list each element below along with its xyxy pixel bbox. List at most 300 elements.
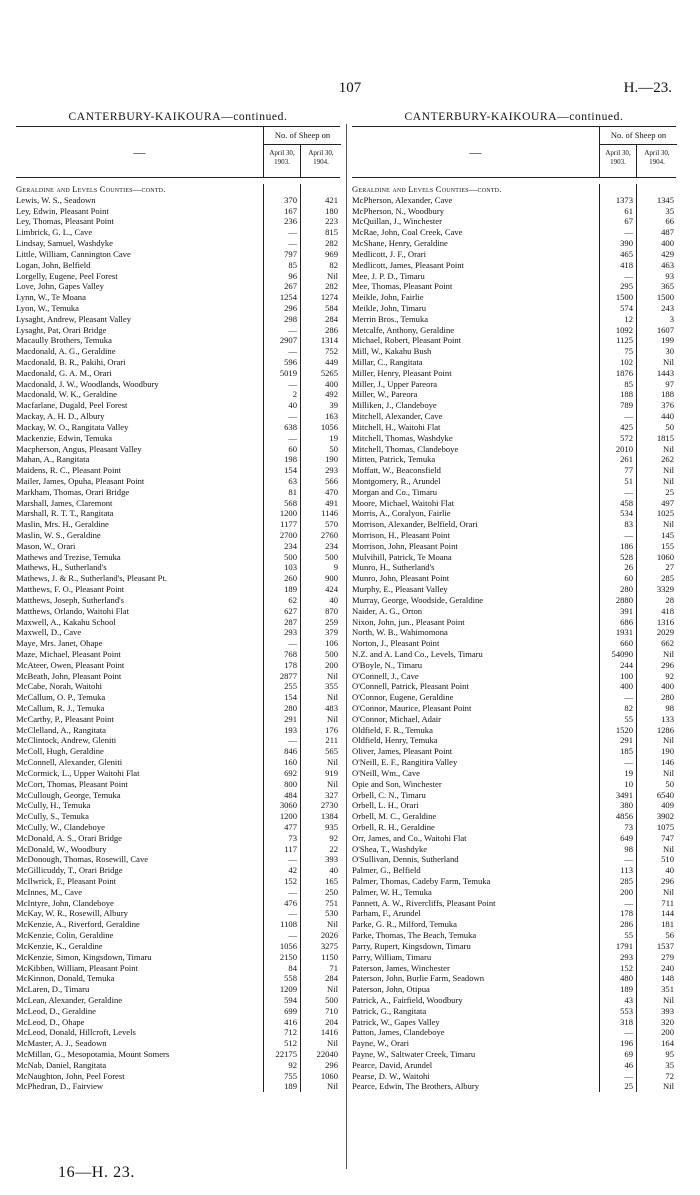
owner-name: Payne, W., Orari [352, 1038, 410, 1049]
owner-name: Maidens, R. C., Pleasant Point [16, 465, 122, 476]
table-row [16, 714, 340, 725]
owner-name: McCabe, Norah, Waitohi [16, 681, 103, 692]
table-row [352, 335, 676, 346]
owner-name: McLaren, D., Timaru [16, 984, 90, 995]
table-row [352, 660, 676, 671]
sheep-1903: 234 [263, 541, 301, 552]
table-row [352, 876, 676, 887]
owner-name: Mulvihill, Patrick, Te Moana [352, 551, 452, 562]
table-row [16, 746, 340, 757]
table-row [352, 822, 676, 833]
sheep-1903: 189 [263, 584, 301, 595]
sheep-1903: 60 [599, 573, 637, 584]
owner-name: Lynn, W., Te Moana [16, 292, 86, 303]
left-table-header [16, 126, 340, 178]
sheep-1904: 284 [325, 973, 338, 984]
owner-name: Miller, W., Pareora [352, 389, 418, 400]
sheep-1904: 56 [665, 930, 674, 941]
owner-name: McCormick, L., Upper Waitohi Flat [16, 767, 140, 778]
sheep-1904: Nil [327, 919, 338, 930]
sheep-1903: — [263, 227, 301, 238]
owner-name: McPherson, Alexander, Cave [352, 194, 453, 205]
table-row [16, 584, 340, 595]
table-row [16, 973, 340, 984]
owner-name: Macdonald, A. G., Geraldine [16, 346, 116, 357]
sheep-1904: 870 [325, 605, 338, 616]
sheep-1904: 92 [329, 832, 338, 843]
table-row [16, 444, 340, 455]
table-row [16, 271, 340, 282]
table-row [352, 519, 676, 530]
sheep-1903: 4856 [599, 811, 637, 822]
table-row [16, 206, 340, 217]
sheep-1903: 81 [263, 487, 301, 498]
sheep-1903: 1500 [599, 292, 637, 303]
table-row [16, 1071, 340, 1082]
owner-name: McClintock, Andrew, Gleniti [16, 735, 117, 746]
sheep-1903: 2 [263, 389, 301, 400]
sheep-1903: 1931 [599, 627, 637, 638]
table-row [352, 768, 676, 779]
sheep-1903: 185 [599, 746, 637, 757]
sheep-1903: 1092 [599, 325, 637, 336]
sheep-1904: 93 [665, 270, 674, 281]
owner-name: McLeod, D., Geraldine [16, 1005, 96, 1016]
sheep-1903: 61 [599, 206, 637, 217]
owner-name: Morgan and Co., Timaru [352, 486, 438, 497]
sheep-1903: 73 [263, 833, 301, 844]
table-row [16, 703, 340, 714]
table-row [352, 833, 676, 844]
sheep-1904: 95 [665, 1049, 674, 1059]
sheep-1904: 421 [325, 194, 338, 205]
table-row [352, 919, 676, 930]
table-row [352, 606, 676, 617]
owner-name: Mitchell, Alexander, Cave [352, 411, 443, 422]
sheep-1903: 267 [263, 281, 301, 292]
sheep-1904: 483 [325, 703, 338, 713]
table-row [352, 1081, 676, 1092]
sheep-1903: — [263, 735, 301, 746]
sheep-1903: 55 [599, 930, 637, 941]
sheep-1904: 449 [325, 357, 338, 367]
sheep-1904: 510 [661, 854, 674, 865]
owner-name: Morris, A., Coralyon, Fairlie [352, 508, 451, 519]
sheep-1903: 789 [599, 400, 637, 411]
sheep-1903: — [263, 908, 301, 919]
owner-name: McShane, Henry, Geraldine [352, 238, 448, 249]
sheep-1903: 465 [599, 249, 637, 260]
owner-name: McCully, W., Clandeboye [16, 821, 105, 832]
sheep-1904: 19 [329, 432, 338, 443]
sheep-1904: 470 [325, 486, 338, 497]
sheep-1904: 155 [661, 540, 674, 551]
table-row [352, 963, 676, 974]
left-header-1903: April 30, 1903. [263, 145, 301, 177]
table-row [352, 1049, 676, 1060]
sheep-1904: 320 [661, 1016, 674, 1027]
sheep-1903: 98 [599, 844, 637, 855]
table-row [16, 476, 340, 487]
sheep-1903: 318 [599, 1017, 637, 1028]
sheep-1903: 286 [599, 919, 637, 930]
owner-name: McCort, Thomas, Pleasant Point [16, 778, 128, 789]
table-row [352, 206, 676, 217]
table-row [352, 562, 676, 573]
sheep-1904: 190 [325, 454, 338, 465]
sheep-1903: 2877 [263, 671, 301, 682]
sheep-1904: 279 [661, 951, 674, 962]
sheep-1904: 133 [661, 713, 674, 724]
sheep-1904: 296 [325, 1059, 338, 1070]
sheep-1904: 250 [325, 886, 338, 897]
sheep-1903: 1876 [599, 368, 637, 379]
owner-name: McKay, W. R., Rosewill, Albury [16, 908, 128, 919]
sheep-1904: Nil [327, 1038, 338, 1049]
owner-name: Macfarlane, Dugald, Peel Forest [16, 400, 128, 411]
table-row [16, 357, 340, 368]
owner-name: McRae, John, Coal Creek, Cave [352, 227, 463, 238]
sheep-1904: 145 [661, 530, 674, 540]
sheep-1903: 152 [263, 876, 301, 887]
sheep-1904: 243 [661, 302, 674, 313]
table-row [16, 649, 340, 660]
table-row [16, 757, 340, 768]
table-row [352, 854, 676, 865]
owner-name: Moore, Michael, Waitohi Flat [352, 497, 455, 508]
sheep-1904: 463 [661, 259, 674, 270]
sheep-1903: 512 [263, 1038, 301, 1049]
owner-name: Oldfield, Henry, Temuka [352, 735, 438, 746]
sheep-1903: — [599, 530, 637, 541]
owner-name: Miller, Henry, Pleasant Point [352, 367, 452, 378]
sheep-1903: 75 [599, 346, 637, 357]
sheep-1904: Nil [327, 692, 338, 703]
sheep-1903: 43 [599, 995, 637, 1006]
sheep-1904: 1056 [320, 421, 338, 432]
owner-name: Mitchell, Thomas, Washdyke [352, 432, 453, 443]
sheep-1904: 1075 [656, 821, 674, 832]
sheep-1903: 296 [263, 303, 301, 314]
sheep-1903: 418 [599, 260, 637, 271]
table-row [352, 465, 676, 476]
table-row [352, 271, 676, 282]
table-row [16, 368, 340, 379]
sheep-1903: — [263, 346, 301, 357]
table-row [352, 508, 676, 519]
sheep-1904: 296 [661, 876, 674, 886]
owner-name: Mailer, James, Opuha, Pleasant Point [16, 475, 145, 486]
owner-name: Moffatt, W., Beaconsfield [352, 465, 441, 476]
sheep-1903: — [263, 854, 301, 865]
sheep-1903: 2880 [599, 595, 637, 606]
sheep-1903: 154 [263, 692, 301, 703]
owner-name: McKenzie, Simon, Kingsdown, Timaru [16, 951, 152, 962]
sheep-1903: 160 [263, 757, 301, 768]
table-row [16, 692, 340, 703]
sheep-1903: 476 [263, 898, 301, 909]
sheep-1903: 193 [263, 725, 301, 736]
table-row [16, 768, 340, 779]
sheep-1903: 92 [263, 1060, 301, 1071]
owner-name: Orbell, M. C., Geraldine [352, 811, 437, 822]
sheep-1903: 295 [599, 281, 637, 292]
sheep-1903: 293 [599, 952, 637, 963]
sheep-1903: 1056 [263, 941, 301, 952]
sheep-1903: 113 [599, 865, 637, 876]
table-row [16, 844, 340, 855]
owner-name: Maye, Mrs. Janet, Ohape [16, 638, 103, 649]
table-row [352, 779, 676, 790]
table-row [16, 314, 340, 325]
owner-name: Macdonald, G. A. M., Orari [16, 367, 112, 378]
table-row [16, 249, 340, 260]
owner-name: Parham, F., Arundel [352, 908, 421, 919]
sheep-1904: 293 [325, 465, 338, 476]
sheep-1904: 919 [325, 767, 338, 778]
table-row [16, 984, 340, 995]
owner-name: Maxwell, D., Cave [16, 627, 82, 638]
sheep-1904: 1146 [321, 508, 338, 519]
sheep-1904: 190 [661, 746, 674, 757]
table-row [352, 800, 676, 811]
sheep-1904: 284 [325, 313, 338, 324]
table-row [16, 1060, 340, 1071]
owner-name: Mahan, A., Rangitata [16, 454, 90, 465]
sheep-1903: 1373 [599, 195, 637, 206]
sheep-1903: 73 [599, 822, 637, 833]
owner-name: Oliver, James, Pleasant Point [352, 746, 453, 757]
table-row [352, 400, 676, 411]
sheep-1904: 40 [665, 865, 674, 876]
sheep-1904: 35 [665, 205, 674, 216]
sheep-1903: 797 [263, 249, 301, 260]
table-row [16, 1049, 340, 1060]
sheep-1904: 1025 [656, 508, 674, 519]
owner-name: Mackay, A. H. D., Albury [16, 411, 105, 422]
sheep-1903: — [263, 930, 301, 941]
sheep-1903: 285 [599, 876, 637, 887]
table-row [16, 303, 340, 314]
sheep-1903: 85 [263, 260, 301, 271]
table-row [16, 1081, 340, 1092]
sheep-1904: 747 [661, 832, 674, 843]
sheep-1904: 50 [665, 778, 674, 789]
table-row [352, 1017, 676, 1028]
table-row [16, 1038, 340, 1049]
sheep-1903: 660 [599, 638, 637, 649]
sheep-1904: 259 [325, 616, 338, 627]
table-row [16, 995, 340, 1006]
table-row [352, 1006, 676, 1017]
owner-name: Lewis, W. S., Seadown [16, 194, 96, 205]
page-header [0, 80, 700, 100]
owner-name: Macdonald, B. R., Pakihi, Orari [16, 357, 126, 367]
sheep-1903: 67 [599, 216, 637, 227]
owner-name: Matthews, Orlando, Waitohi Flat [16, 605, 130, 616]
owner-name: O'Neill, Wm., Cave [352, 767, 420, 778]
sheep-1904: 3 [669, 313, 674, 324]
owner-name: Mill, W., Kakahu Bush [352, 346, 432, 357]
sheep-1904: 409 [661, 800, 674, 811]
table-row [16, 519, 340, 530]
table-row [16, 411, 340, 422]
owner-name: Millar, C., Rangitata [352, 357, 423, 367]
right-column-title: CANTERBURY-KAIKOURA—continued. [404, 111, 624, 123]
table-row [352, 671, 676, 682]
sheep-1904: 1286 [656, 724, 674, 735]
owner-name: McColl, Hugh, Geraldine [16, 746, 104, 757]
sheep-1903: — [599, 692, 637, 703]
owner-name: Nixon, John, jun., Pleasant Point [352, 616, 465, 627]
table-row [16, 595, 340, 606]
owner-name: Parry, William, Timaru [352, 951, 432, 962]
owner-name: Morrison, Alexander, Belfield, Orari [352, 519, 478, 530]
owner-name: McInnes, M., Cave [16, 886, 83, 897]
sheep-1904: 50 [665, 421, 674, 432]
sheep-1903: 51 [599, 476, 637, 487]
table-row [352, 216, 676, 227]
table-row [352, 314, 676, 325]
sheep-1903: 800 [263, 779, 301, 790]
sheep-1904: 22 [329, 843, 338, 854]
owner-name: McCallum, R. J., Temuka [16, 703, 105, 713]
table-row [352, 227, 676, 238]
sheep-1903: 63 [263, 476, 301, 487]
owner-name: Patrick, W., Gapes Valley [352, 1016, 440, 1027]
owner-name: Limbrick, G. L., Cave [16, 227, 93, 238]
table-row [16, 335, 340, 346]
table-row [352, 1038, 676, 1049]
table-row [352, 541, 676, 552]
owner-name: McPhedran, D., Fairview [16, 1081, 104, 1092]
sheep-1903: 12 [599, 314, 637, 325]
sheep-1904: Nil [327, 670, 338, 681]
owner-name: Munro, John, Pleasant Point [352, 573, 450, 584]
sheep-1903: 200 [599, 887, 637, 898]
table-row [16, 822, 340, 833]
table-row [352, 368, 676, 379]
table-row [16, 227, 340, 238]
sheep-1904: 500 [325, 551, 338, 562]
owner-name: McLeod, Donald, Hillcroft, Levels [16, 1027, 136, 1038]
table-row [352, 984, 676, 995]
sheep-1904: 92 [665, 670, 674, 681]
sheep-1903: 553 [599, 1006, 637, 1017]
owner-name: Patrick, G., Rangitata [352, 1005, 427, 1016]
section-label: Geraldine and Levels Counties—contd. [16, 184, 166, 194]
sheep-1903: 280 [599, 584, 637, 595]
sheep-1903: 3491 [599, 790, 637, 801]
owner-name: McGillicuddy, T., Orari Bridge [16, 865, 123, 876]
sheep-1904: 900 [325, 573, 338, 584]
table-row [16, 346, 340, 357]
table-row [16, 833, 340, 844]
sheep-1904: Nil [327, 270, 338, 281]
owner-name: McMillan, G., Mesopotamia, Mount Somers [16, 1049, 170, 1059]
sheep-1903: — [599, 271, 637, 282]
owner-name: Orbell, C. N., Timaru [352, 789, 426, 800]
table-row [16, 530, 340, 541]
table-row [352, 379, 676, 390]
owner-name: McLean, Alexander, Geraldine [16, 994, 123, 1005]
sheep-1903: 3060 [263, 800, 301, 811]
sheep-1904: Nil [663, 465, 674, 476]
sheep-1903: 55 [599, 714, 637, 725]
owner-name: Macpherson, Angus, Pleasant Valley [16, 443, 142, 454]
sheep-1904: 3329 [656, 584, 674, 595]
sheep-1904: 1500 [656, 292, 674, 303]
owner-name: O'Connell, Patrick, Pleasant Point [352, 681, 469, 692]
table-row [16, 919, 340, 930]
sheep-1904: 429 [661, 248, 674, 259]
table-row [16, 1006, 340, 1017]
sheep-1903: 54090 [599, 649, 637, 660]
owner-name: Payne, W., Saltwater Creek, Timaru [352, 1049, 476, 1059]
table-row [352, 292, 676, 303]
owner-name: Patton, James, Clandeboye [352, 1027, 445, 1038]
owner-name: McKenzie, K., Geraldine [16, 940, 103, 951]
owner-name: McDonough, Thomas, Rosewill, Cave [16, 854, 149, 865]
owner-name: Paterson, John, Otipua [352, 984, 430, 995]
owner-name: McCully, S., Temuka [16, 811, 89, 822]
owner-name: McAteer, Owen, Pleasant Point [16, 659, 125, 670]
sheep-1904: 1607 [656, 324, 674, 335]
table-row [352, 325, 676, 336]
table-row [16, 790, 340, 801]
sheep-1904: 751 [325, 897, 338, 908]
sheep-1903: 100 [599, 671, 637, 682]
sheep-1903: 1200 [263, 811, 301, 822]
sheep-1903: 500 [263, 552, 301, 563]
sheep-1903: 280 [263, 703, 301, 714]
owner-name: Norton, J., Pleasant Point [352, 638, 440, 649]
sheep-1904: 935 [325, 821, 338, 832]
sheep-1904: 393 [661, 1005, 674, 1016]
owner-name: Orbell, L. H., Orari [352, 800, 419, 811]
sheep-1904: 144 [661, 908, 674, 919]
sheep-1904: 400 [661, 681, 674, 692]
sheep-1904: 223 [325, 216, 338, 227]
owner-name: Lindsay, Samuel, Washdyke [16, 238, 113, 249]
sheep-1904: 204 [325, 1016, 338, 1027]
table-row [16, 292, 340, 303]
table-row [16, 779, 340, 790]
sheep-1903: 255 [263, 681, 301, 692]
sheep-1903: 46 [599, 1060, 637, 1071]
sheep-1904: Nil [327, 778, 338, 789]
owner-name: Mitchell, Thomas, Clandeboye [352, 443, 459, 454]
page-number: 107 [338, 80, 362, 96]
table-row [352, 584, 676, 595]
sheep-1904: 181 [661, 919, 674, 930]
sheep-1904: 146 [661, 757, 674, 768]
sheep-1903: 1791 [599, 941, 637, 952]
owner-name: Murphy, E., Pleasant Valley [352, 584, 448, 595]
sheep-1903: — [599, 411, 637, 422]
sheep-1903: 627 [263, 606, 301, 617]
sheep-1904: Nil [663, 443, 674, 454]
sheep-1904: 28 [665, 594, 674, 605]
owner-name: McIlwrick, F., Pleasant Point [16, 876, 117, 886]
sheep-1904: 2026 [320, 930, 338, 941]
owner-name: O'Sullivan, Dennis, Sutherland [352, 854, 459, 865]
sheep-1903: 10 [599, 779, 637, 790]
owner-name: Maslin, Mrs. H., Geraldine [16, 519, 109, 530]
table-row [352, 595, 676, 606]
table-row [16, 433, 340, 444]
table-row [16, 487, 340, 498]
